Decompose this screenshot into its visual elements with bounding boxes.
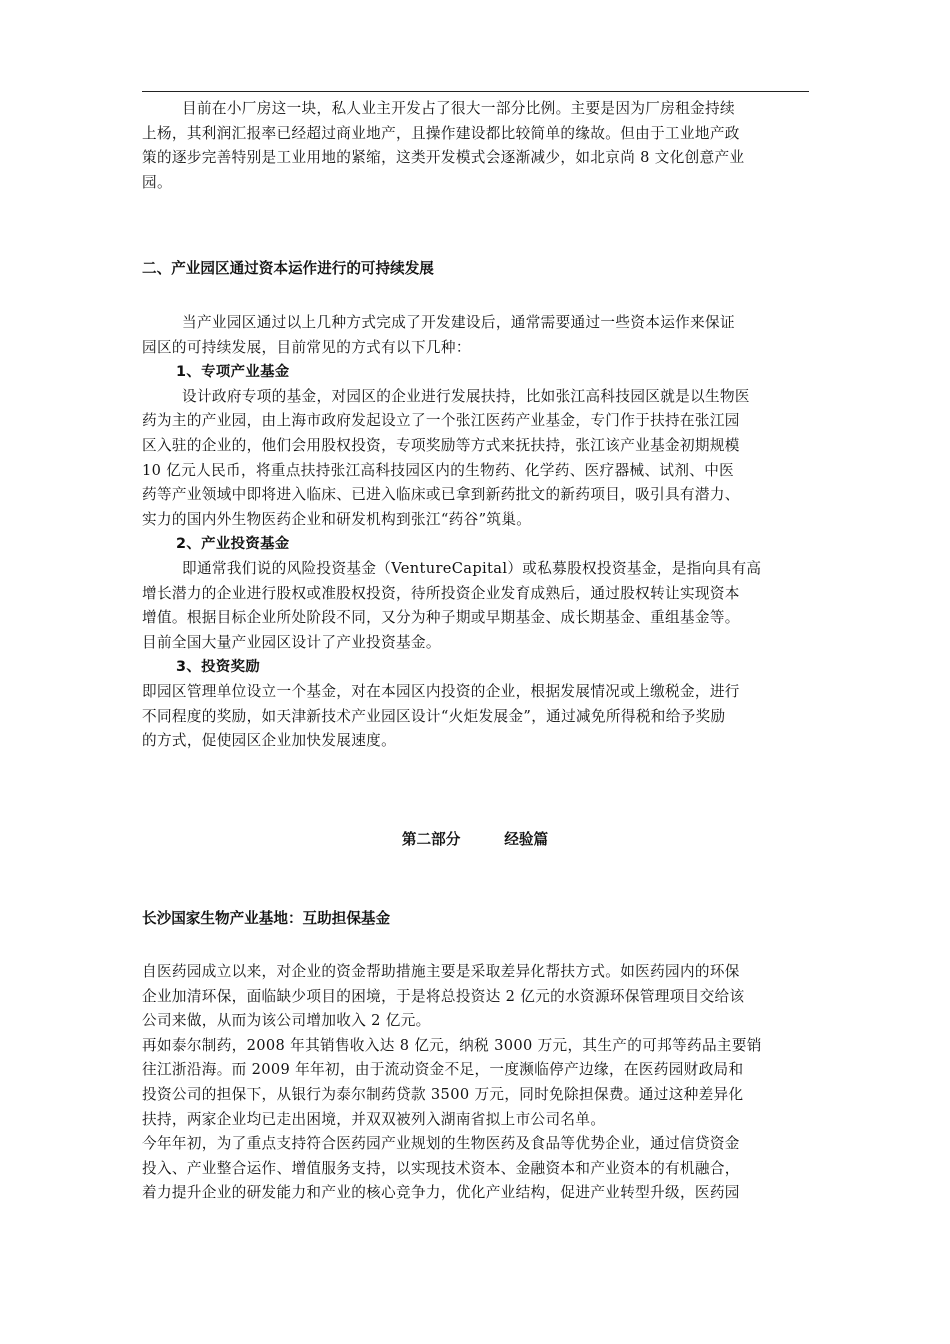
- text-line: 即园区管理单位设立一个基金，对在本园区内投资的企业，根据发展情况或上缴税金，进行: [142, 682, 740, 700]
- text-line: 公司来做，从而为该公司增加收入 2 亿元。: [142, 1012, 431, 1030]
- text-line: 的方式，促使园区企业加快发展速度。: [142, 732, 397, 750]
- text-line: 不同程度的奖励，如天津新技术产业园区设计“火炬发展金”，通过减免所得税和给予奖励: [142, 707, 726, 725]
- text-line: 当产业园区通过以上几种方式完成了开发建设后，通常需要通过一些资本运作来保证: [182, 314, 735, 331]
- text-line: 10 亿元人民币，将重点扶持张江高科技园区内的生物药、化学药、医疗器械、试剂、中医: [142, 461, 735, 479]
- text-line: 投入、产业整合运作、增值服务支持，以实现技术资本、金融资本和产业资本的有机融合，: [142, 1159, 740, 1177]
- text-line: 着力提升企业的研发能力和产业的核心竞争力，优化产业结构，促进产业转型升级，医药园: [142, 1184, 740, 1202]
- text-line: 目前在小厂房这一块，私人业主开发占了很大一部分比例。主要是因为厂房租金持续: [182, 100, 735, 117]
- text-line: 园区的可持续发展，目前常见的方式有以下几种：: [142, 338, 471, 356]
- item-title: 2、产业投资基金: [176, 536, 290, 553]
- part-title-number: 第二部分: [401, 831, 461, 848]
- item-title: 3、投资奖励: [176, 659, 261, 676]
- text-line: 增值。根据目标企业所处阶段不同，又分为种子期或早期基金、成长期基金、重组基金等。: [142, 609, 740, 627]
- case-heading: 长沙国家生物产业基地：互助担保基金: [142, 910, 391, 927]
- paragraph-case-study: [142, 960, 810, 1206]
- text-line: 扶持，两家企业均已走出困境，并双双被列入湖南省拟上市公司名单。: [142, 1110, 606, 1128]
- part-title-name: 经验篇: [504, 831, 549, 848]
- header-rule: [142, 91, 809, 92]
- text-line: 药为主的产业园，由上海市政府发起设立了一个张江医药产业基金，专门作于扶持在张江园: [142, 412, 740, 430]
- text-line: 策的逐步完善特别是工业用地的紧缩，这类开发模式会逐渐减少，如北京尚 8 文化创意产业: [142, 149, 745, 167]
- text-line: 园。: [142, 173, 172, 191]
- text-line: 再如泰尔制药，2008 年其销售收入达 8 亿元，纳税 3000 万元，其生产的可邦等药品主要销: [142, 1036, 762, 1054]
- text-line: 投资公司的担保下，从银行为泰尔制药贷款 3500 万元，同时免除担保费。通过这种差异化: [142, 1085, 744, 1103]
- part-title: [0, 830, 950, 850]
- text-line: 区入驻的企业的，他们会用股权投资，专项奖励等方式来抚扶持，张江该产业基金初期规模: [142, 436, 740, 454]
- paragraph-small-factories: [142, 97, 810, 195]
- text-line: 自医药园成立以来，对企业的资金帮助措施主要是采取差异化帮扶方式。如医药园内的环保: [142, 963, 740, 980]
- text-line: 企业加清环保，面临缺少项目的困境，于是将总投资达 2 亿元的水资源环保管理项目交给该: [142, 987, 745, 1005]
- paragraph-capital-operation: [142, 311, 810, 754]
- text-line: 药等产业领域中即将进入临床、已进入临床或已拿到新药批文的新药项目，吸引具有潜力、: [142, 486, 740, 504]
- text-line: 目前全国大量产业园区设计了产业投资基金。: [142, 633, 441, 651]
- text-line: 往江浙沿海。而 2009 年年初，由于流动资金不足，一度濒临停产边缘，在医药园财政局和: [142, 1061, 744, 1079]
- text-line: 设计政府专项的基金，对园区的企业进行发展扶持，比如张江高科技园区就是以生物医: [182, 387, 750, 405]
- section-heading: 二、产业园区通过资本运作进行的可持续发展: [142, 260, 434, 277]
- text-line: 实力的国内外生物医药企业和研发机构到张江“药谷”筑巢。: [142, 510, 532, 528]
- text-line: 增长潜力的企业进行股权或准股权投资，待所投资企业发育成熟后，通过股权转让实现资本: [142, 584, 740, 602]
- text-line: 上杨，其利润汇报率已经超过商业地产，且操作建设都比较简单的缘故。但由于工业地产政: [142, 124, 740, 142]
- text-line: 今年年初，为了重点支持符合医药园产业规划的生物医药及食品等优势企业，通过信贷资金: [142, 1135, 740, 1153]
- text-line: 即通常我们说的风险投资基金（VentureCapital）或私募股权投资基金，是指向具有高: [182, 559, 762, 577]
- item-title: 1、专项产业基金: [176, 364, 290, 381]
